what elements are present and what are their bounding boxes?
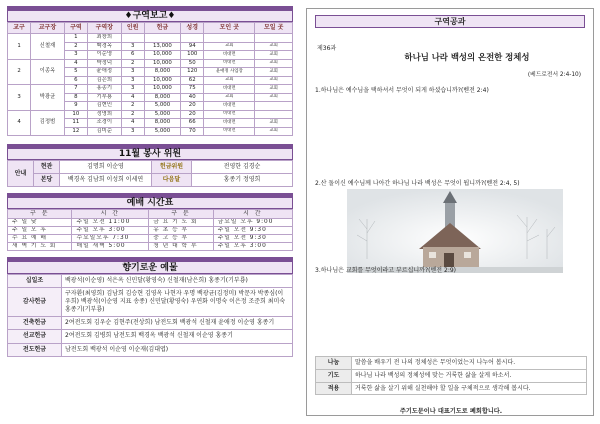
offering-amount: 5,000 (144, 110, 180, 119)
service-time: 주일 오전 9:30 (213, 227, 292, 235)
committee-names: 김명희 이순영 (60, 161, 152, 174)
worship-title: 예배 시간표 (7, 197, 293, 209)
report-header: 인원 (121, 23, 144, 34)
offering-amount (144, 34, 180, 43)
church-image (347, 189, 563, 273)
offering-amount: 10,000 (144, 85, 180, 94)
table-row (8, 85, 293, 94)
application-text: 말씀을 배우기 전 나의 정체성은 무엇이었는지 나누어 봅시다. (352, 357, 587, 370)
bible-count: 62 (181, 76, 204, 85)
table-row (8, 330, 293, 343)
zone-leader: 윤애정 (87, 68, 121, 77)
attendance: 6 (121, 51, 144, 60)
offering-amount: 8,000 (144, 119, 180, 128)
offering-category: 감사헌금 (8, 288, 62, 317)
question-3: 3.하나님은 교회를 무엇이라고 부르십니까?(벧전 2:9) (315, 267, 457, 274)
table-row (8, 219, 293, 227)
offering-title: 향기로운 예물 (7, 261, 293, 274)
table-row (8, 243, 293, 251)
application-table (315, 356, 587, 395)
report-header: 교구 (8, 23, 31, 34)
service-time: 매일 새벽 5:00 (72, 243, 149, 251)
offering-amount: 8,000 (144, 93, 180, 102)
zone-leader: 기부룡 (87, 93, 121, 102)
zone-leader: 정영희 (87, 110, 121, 119)
next-place: 교회 (255, 127, 293, 136)
district-number: 1 (8, 34, 31, 60)
table-row (8, 227, 293, 235)
application-label: 나눔 (316, 357, 352, 370)
attendance: 4 (121, 93, 144, 102)
table-row (8, 288, 293, 317)
zone-number: 10 (64, 110, 87, 119)
table-row (316, 382, 587, 395)
service-name: 청 년 대 학 부 (149, 243, 213, 251)
offering-amount: 10,000 (144, 51, 180, 60)
table-row (8, 235, 293, 243)
bible-count: 20 (181, 110, 204, 119)
attendance: 2 (121, 110, 144, 119)
district-leader: 이종옥 (31, 59, 65, 85)
offering-amount: 8,000 (144, 68, 180, 77)
worship-header: 시 간 (72, 210, 149, 219)
report-title: ♦구역보고♦ (7, 10, 293, 22)
met-place: 비대면 (204, 59, 255, 68)
attendance: 2 (121, 59, 144, 68)
met-place: 비대면 (204, 102, 255, 111)
attendance: 3 (121, 76, 144, 85)
bible-count: 75 (181, 85, 204, 94)
service-time: 주일 오후 3:00 (213, 243, 292, 251)
service-time: 주일 오후 3:00 (72, 227, 149, 235)
zone-leader: 김은희 (87, 76, 121, 85)
offering-amount: 5,000 (144, 102, 180, 111)
question-1: 1.하나님은 예수님을 택하셔서 무엇이 되게 하셨습니까?(벧전 2:4) (315, 87, 489, 94)
next-place: 교회 (255, 68, 293, 77)
service-name: 유 초 등 부 (149, 227, 213, 235)
lesson-panel (306, 8, 594, 416)
district-leader: 박광균 (31, 85, 65, 111)
report-header: 헌금 (144, 23, 180, 34)
committee-role: 본당 (34, 174, 60, 187)
table-row (8, 59, 293, 68)
service-name: 수 요 예 배 (8, 235, 72, 243)
report-header: 모일 곳 (255, 23, 293, 34)
committee-row (8, 161, 293, 174)
zone-number: 8 (64, 93, 87, 102)
bible-count: 100 (181, 51, 204, 60)
met-place: 교회 (204, 76, 255, 85)
zone-number: 2 (64, 42, 87, 51)
table-row (8, 110, 293, 119)
district-number: 2 (8, 59, 31, 85)
committee-title: 11월 봉사 위원 (7, 148, 293, 160)
offering-amount: 10,000 (144, 59, 180, 68)
zone-number: 12 (64, 127, 87, 136)
lesson-number: 제36과 (317, 45, 337, 52)
zone-leader: 김미순 (87, 127, 121, 136)
report-header: 성경 (181, 23, 204, 34)
service-name: 중 고 등 부 (149, 235, 213, 243)
report-table (7, 22, 293, 136)
offering-amount: 5,000 (144, 127, 180, 136)
bible-count: 94 (181, 42, 204, 51)
offering-category: 전도헌금 (8, 343, 62, 356)
zone-leader: 홍종기 (87, 85, 121, 94)
met-place: 교회 (204, 93, 255, 102)
attendance: 2 (121, 102, 144, 111)
service-time: 수요일오후 7:30 (72, 235, 149, 243)
application-text: 거룩한 삶을 살기 위해 실천해야 할 일을 구체적으로 생각해 봅시다. (352, 382, 587, 395)
zone-leader: 조경이 (87, 119, 121, 128)
offering-category: 선교헌금 (8, 330, 62, 343)
bible-count: 20 (181, 102, 204, 111)
offering-table (7, 274, 293, 357)
attendance: 3 (121, 68, 144, 77)
service-name: 금 요 기 도 회 (149, 219, 213, 227)
next-place (255, 102, 293, 111)
district-number: 3 (8, 85, 31, 111)
service-time: 금요일 오후 9:00 (213, 219, 292, 227)
committee-names: 전영한 김경순 (192, 161, 293, 174)
next-place: 교회 (255, 51, 293, 60)
met-place: 윤애정 사업장 (204, 68, 255, 77)
closing-instruction: 주기도문이나 대표기도로 폐회합니다. (399, 408, 503, 415)
attendance: 4 (121, 119, 144, 128)
table-row (8, 275, 293, 288)
committee-role: 헌금위원 (152, 161, 192, 174)
application-text: 하나님 나라 백성의 정체성에 맞는 거룩한 삶을 살게 하소서. (352, 369, 587, 382)
offering-names: 2여전도회 김우순 김현주(전상희) 남전도회 백광석 신철재 윤애정 이순영 홍종기 (62, 317, 293, 330)
next-place: 교회 (255, 85, 293, 94)
district-leader: 김정범 (31, 110, 65, 136)
zone-number: 4 (64, 59, 87, 68)
met-place: 비대면 (204, 85, 255, 94)
offering-category: 십일조 (8, 275, 62, 288)
met-place: 교회 (204, 42, 255, 51)
service-name: 새 벽 기 도 회 (8, 243, 72, 251)
next-place: 교회 (255, 42, 293, 51)
met-place: 비대면 (204, 127, 255, 136)
bible-count: 50 (181, 59, 204, 68)
report-header: 구역장 (87, 23, 121, 34)
committee-row (8, 174, 293, 187)
zone-leader: 이순영 (87, 51, 121, 60)
bible-count (181, 34, 204, 43)
zone-number: 1 (64, 34, 87, 43)
offering-amount: 10,000 (144, 76, 180, 85)
offering-names: 백광석(이순영) 석은옥 신민달(황영숙) 신철재(남은희) 홍종기(기부룡) (62, 275, 293, 288)
report-header: 모인 곳 (204, 23, 255, 34)
zone-leader: 최창희 (87, 34, 121, 43)
table-row (316, 357, 587, 370)
zone-leader: 백경옥 (87, 42, 121, 51)
application-label: 기도 (316, 369, 352, 382)
bible-count: 70 (181, 127, 204, 136)
offering-names: 남전도회 백광석 이순영 이순재(김대엽) (62, 343, 293, 356)
attendance: 3 (121, 42, 144, 51)
offering-category: 건축헌금 (8, 317, 62, 330)
next-place: 교회 (255, 76, 293, 85)
service-name: 주 일 낮 (8, 219, 72, 227)
met-place: 비대면 (204, 110, 255, 119)
attendance: 3 (121, 127, 144, 136)
scripture-reference: (베드로전서 2:4-10) (527, 72, 581, 78)
zone-number: 5 (64, 68, 87, 77)
worship-table (7, 209, 293, 251)
worship-header: 구 분 (8, 210, 72, 219)
zone-leader: 박정덕 (87, 59, 121, 68)
zone-number: 11 (64, 119, 87, 128)
question-2: 2.산 돌이신 예수님께 나아간 하나님 나라 백성은 무엇이 됩니까?(벧전 2:4, 5) (315, 180, 520, 187)
table-row (8, 34, 293, 43)
report-title-text: 구역보고 (132, 11, 168, 21)
service-time: 주일 오전 11:00 (72, 219, 149, 227)
zone-number: 9 (64, 102, 87, 111)
service-time: 주일 오전 9:30 (213, 235, 292, 243)
offering-names: 2여전도회 김병희 남전도회 백경옥 백광석 신철재 이순영 홍종기 (62, 330, 293, 343)
next-place (255, 34, 293, 43)
lesson-title: 하나님 나라 백성의 온전한 정체성 (404, 52, 530, 62)
met-place: 비대면 (204, 51, 255, 60)
table-row (316, 369, 587, 382)
table-row (8, 343, 293, 356)
zone-leader: 김현민 (87, 102, 121, 111)
next-place (255, 110, 293, 119)
left-panel (7, 6, 293, 420)
committee-role: 다음달 (152, 174, 192, 187)
lesson-header: 구역공과 (315, 15, 585, 28)
attendance (121, 34, 144, 43)
met-place: 비대면 (204, 119, 255, 128)
committee-role: 현관 (34, 161, 60, 174)
district-number: 4 (8, 110, 31, 136)
met-place (204, 34, 255, 43)
committee-names: 백경옥 김남희 이성희 이세연 (60, 174, 152, 187)
offering-amount: 13,000 (144, 42, 180, 51)
committee-names: 홍종기 정영희 (192, 174, 293, 187)
bible-count: 120 (181, 68, 204, 77)
next-place: 교회 (255, 93, 293, 102)
bible-count: 40 (181, 93, 204, 102)
attendance: 3 (121, 85, 144, 94)
table-row (8, 317, 293, 330)
application-label: 적용 (316, 382, 352, 395)
service-name: 주 일 오 후 (8, 227, 72, 235)
offering-names: 구자환(최영희) 김남희 김승현 김영옥 나현자 우명 백광균(김정미) 박문자 박종심(이우희) 백광석(이순영 지표 송종) 신민달(황영숙) 우연화 이명숙 이은정 조준희 최미숙 홍종기(기부룡) (62, 288, 293, 317)
worship-header: 시 간 (213, 210, 292, 219)
committee-table (7, 160, 293, 187)
district-leader: 신철재 (31, 34, 65, 60)
next-place: 교회 (255, 59, 293, 68)
bible-count: 66 (181, 119, 204, 128)
report-header: 구역 (64, 23, 87, 34)
zone-number: 7 (64, 85, 87, 94)
report-header: 교구장 (31, 23, 65, 34)
committee-label: 안내 (8, 161, 34, 187)
zone-number: 6 (64, 76, 87, 85)
zone-number: 3 (64, 51, 87, 60)
church-illustration (347, 189, 563, 273)
worship-header: 구 분 (149, 210, 213, 219)
next-place: 교회 (255, 119, 293, 128)
